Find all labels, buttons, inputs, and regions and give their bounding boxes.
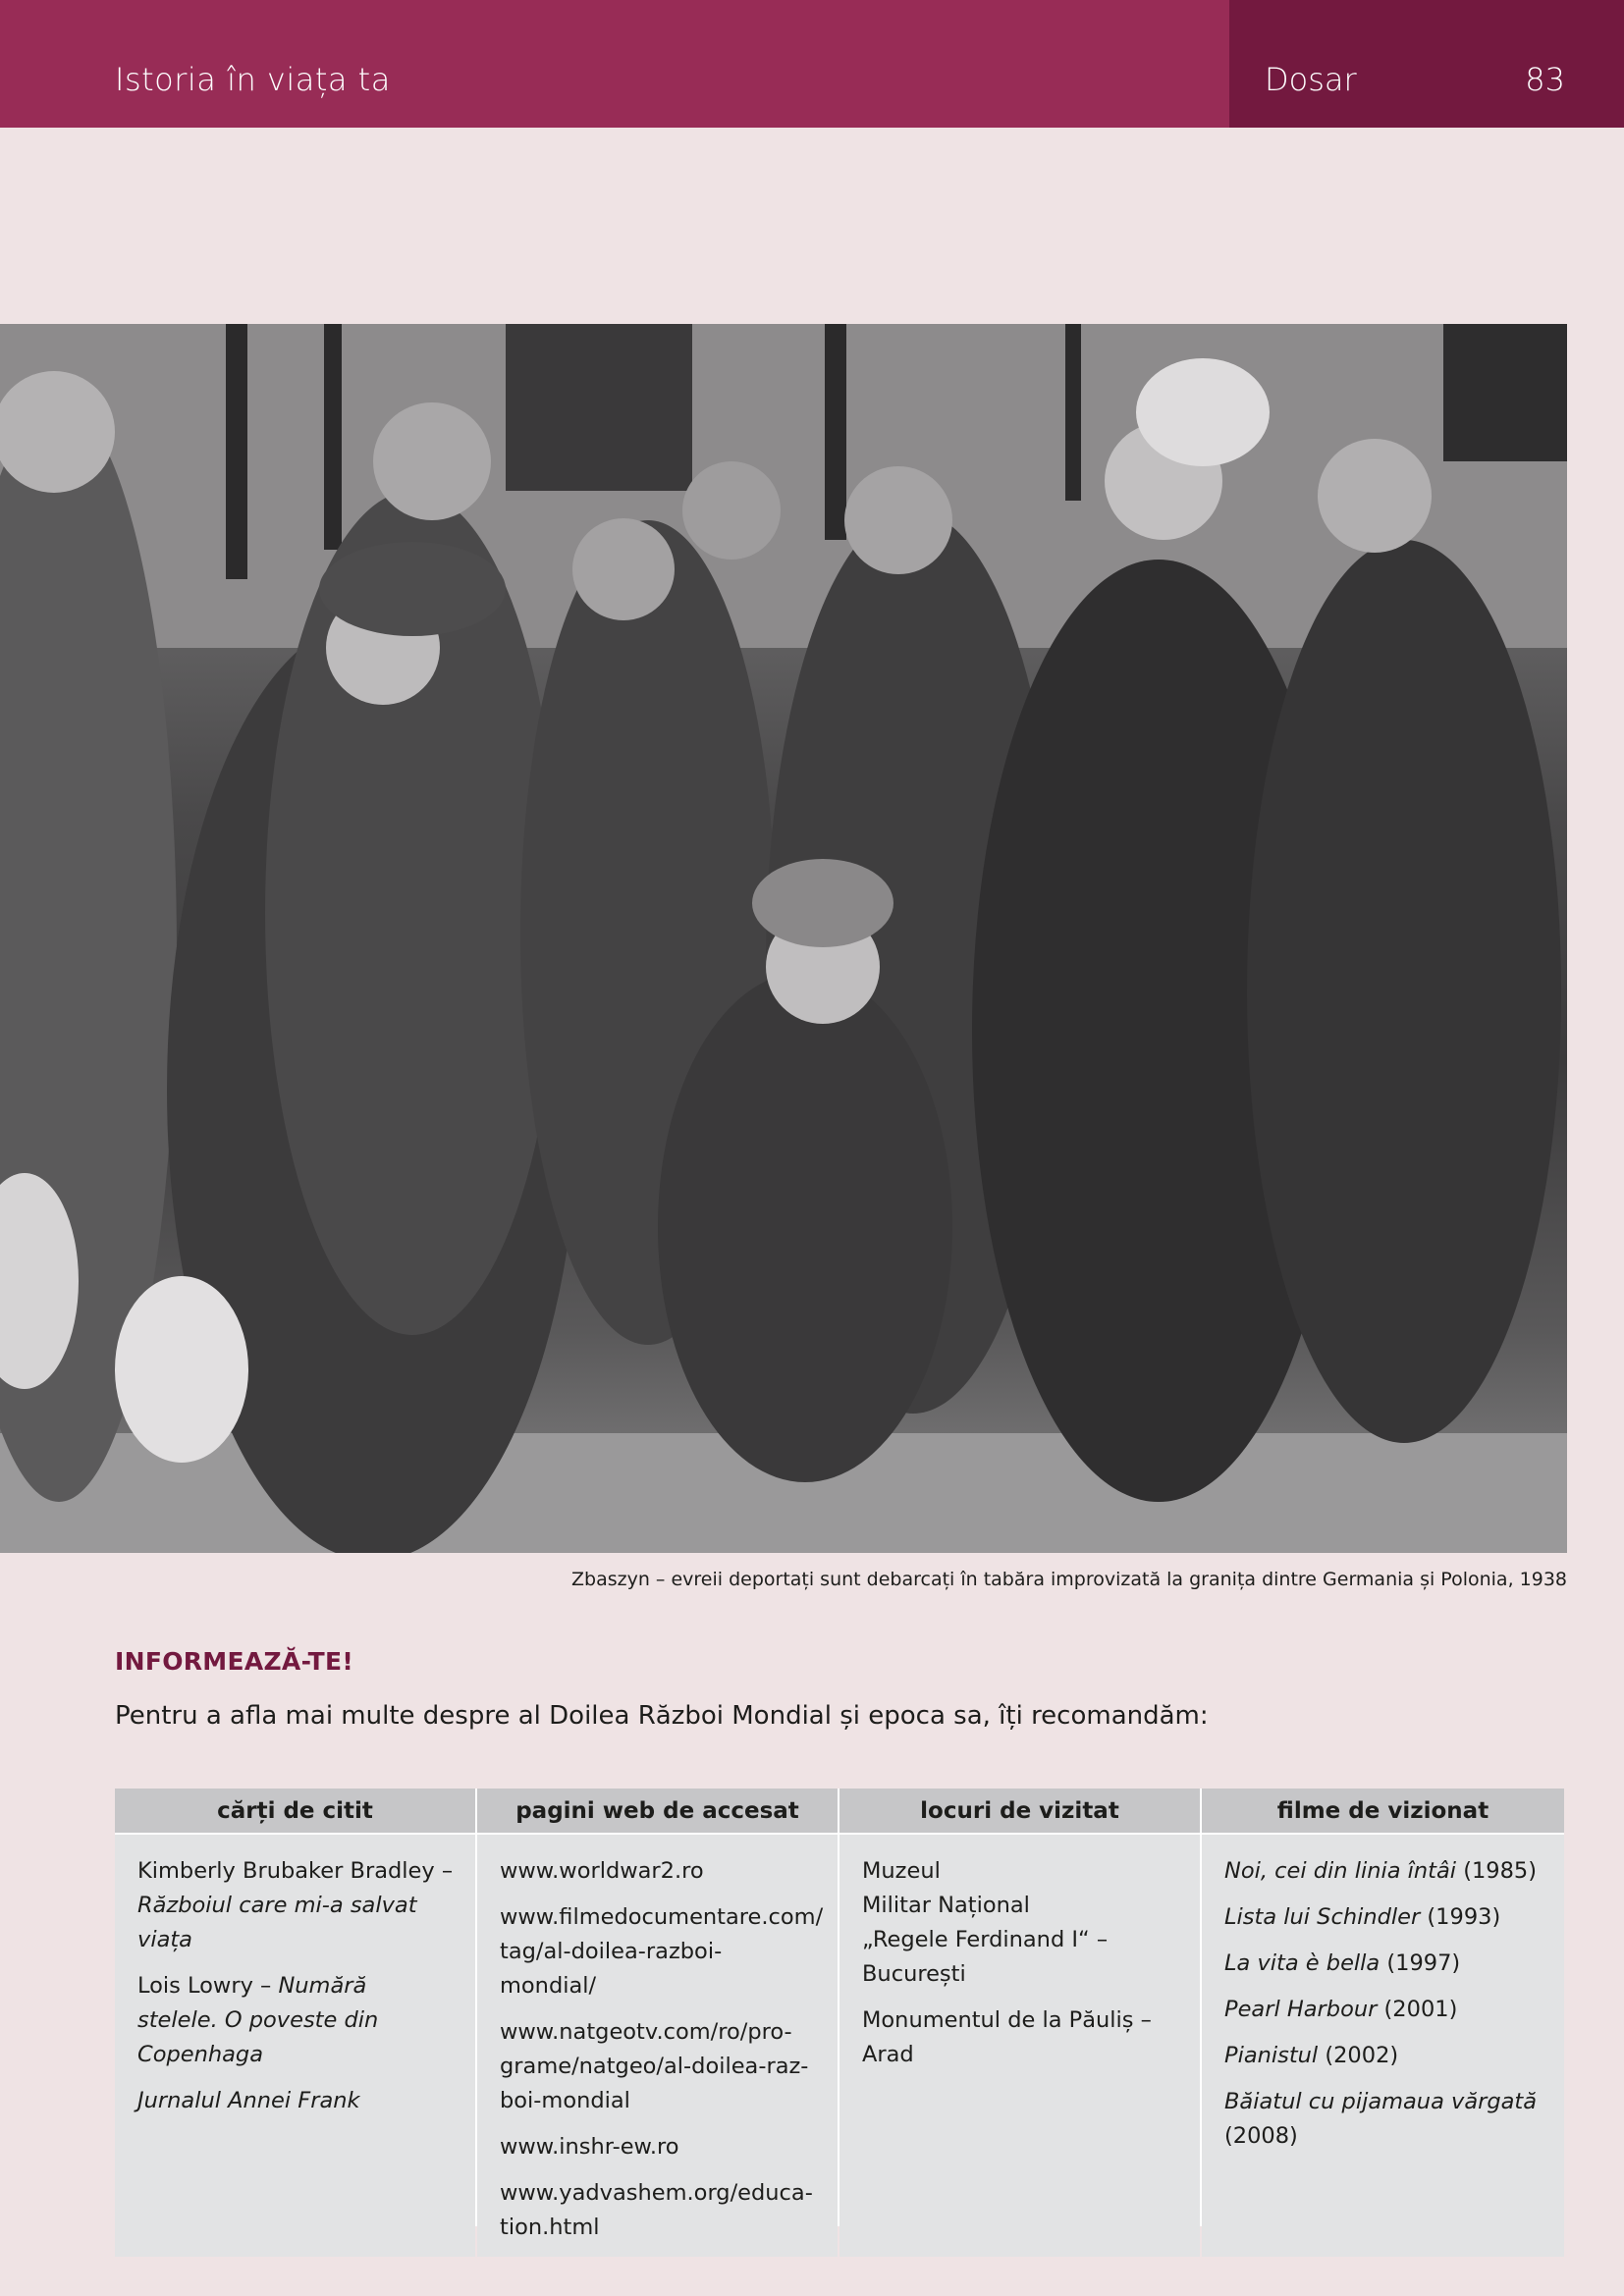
header-section: Dosar	[1265, 61, 1357, 98]
website-item: www.filmedocumentare.com/ tag/al-doilea-razboi-mondial/	[500, 1904, 824, 1999]
book-item: Jurnalul Annei Frank	[137, 2088, 360, 2113]
film-item: Noi, cei din linia întâi (1985)	[1224, 1858, 1538, 1884]
film-item: Lista lui Schindler (1993)	[1224, 1904, 1501, 1930]
website-item: www.yadvashem.org/educa-tion.html	[500, 2180, 813, 2240]
website-item: www.natgeotv.com/ro/pro-grame/natgeo/al-doilea-raz-boi-mondial	[500, 2019, 809, 2113]
books-header: cărți de citit	[115, 1789, 475, 1835]
info-heading: INFORMEAZĂ-TE!	[115, 1647, 354, 1676]
website-item: www.worldwar2.ro	[500, 1858, 704, 1884]
header-section-block	[1229, 0, 1624, 128]
header-title: Istoria în viața ta	[115, 61, 391, 98]
place-item: Muzeul Militar Național „Regele Ferdinand I“ – București	[862, 1858, 1109, 1987]
photo-caption: Zbaszyn – evreii deportați sunt debarcați în tabăra improvizată la granița dintre Germania și Polonia, 1938	[571, 1569, 1567, 1590]
book-item: Lois Lowry – Numără stelele. O poveste din Copenhaga	[137, 1973, 379, 2067]
recommendations-table	[115, 1789, 1564, 2240]
books-column	[115, 1789, 475, 2257]
place-item: Monumentul de la Păuliș – Arad	[862, 2007, 1152, 2067]
historical-photo	[0, 324, 1567, 1553]
page-header	[0, 0, 1624, 128]
film-item: La vita è bella (1997)	[1224, 1950, 1461, 1976]
websites-column	[477, 1789, 838, 2257]
page-number: 83	[1525, 61, 1565, 98]
film-item: Pianistul (2002)	[1224, 2043, 1399, 2068]
films-column	[1202, 1789, 1564, 2257]
film-item: Pearl Harbour (2001)	[1224, 1997, 1458, 2022]
places-header: locuri de vizitat	[839, 1789, 1200, 1835]
places-column	[839, 1789, 1200, 2257]
photo-illustration	[0, 324, 1567, 1553]
films-header: filme de vizionat	[1202, 1789, 1564, 1835]
film-item: Băiatul cu pijamaua vărgată (2008)	[1224, 2089, 1538, 2149]
website-item: www.inshr-ew.ro	[500, 2134, 679, 2160]
websites-header: pagini web de accesat	[477, 1789, 838, 1835]
intro-text: Pentru a afla mai multe despre al Doilea Război Mondial și epoca sa, îți recomandăm:	[115, 1701, 1209, 1731]
book-item: Kimberly Brubaker Bradley – Războiul care mi-a salvat viața	[137, 1858, 454, 1952]
